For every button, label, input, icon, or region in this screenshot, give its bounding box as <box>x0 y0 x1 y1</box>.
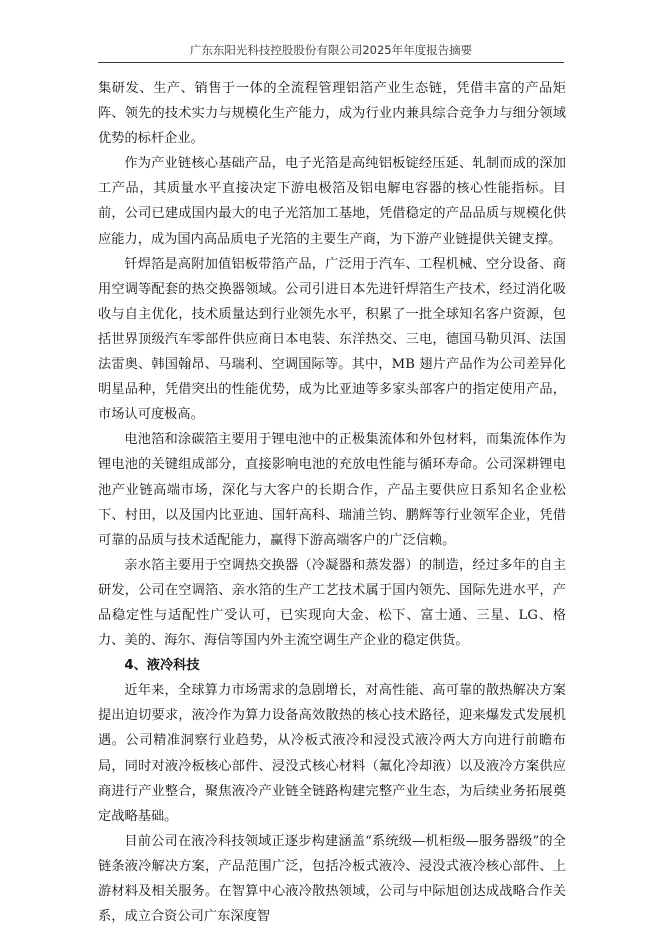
paragraph-liquid-cooling-solutions: 目前公司在液冷科技领域正逐步构建涵盖“系统级—机柜级—服务器级”的全链条液冷解决方案，产品范围广泛，包括冷板式液冷、浸没式液冷核心部件、上游材料及相关服务。在智算中心液冷散热领域，公司与中际旭创达成战略合作关系，成立合资公司广东深度智 <box>98 833 566 925</box>
paragraph-brazing-foil: 钎焊箔是高附加值铝板带箔产品，广泛用于汽车、工程机械、空分设备、商用空调等配套的热交换器领域。公司引进日本先进钎焊箔生产技术，经过消化吸收与自主优化，技术质量达到行业领先水平，积累了一批全球知名客户资源，包括世界顶级汽车零部件供应商日本电装、东洋热交、三电，德国马勒贝洱、法国法雷奥、韩国翰昂、马瑞利、空调国际等。其中，MB 翅片产品作为公司差异化明星品种，凭借突出的性能优势，成为比亚迪等多家头部客户的指定使用产品，市场认可度极高。 <box>98 256 566 423</box>
paragraph-foil-ecosystem: 集研发、生产、销售于一体的全流程管理铝箔产业生态链，凭借丰富的产品矩阵、领先的技术实力与规模化生产能力，成为行业内兼具综合竞争力与细分领域优势的标杆企业。 <box>98 81 566 147</box>
paragraph-electronic-foil: 作为产业链核心基础产品，电子光箔是高纯铝板锭经压延、轧制而成的深加工产品，其质量水平直接决定下游电极箔及铝电解电容器的核心性能指标。目前，公司已建成国内最大的电子光箔加工基地，凭借稳定的产品品质与规模化供应能力，成为国内高品质电子光箔的主要生产商，为下游产业链提供关键支撑。 <box>98 156 566 247</box>
paragraph-battery-foil: 电池箔和涂碳箔主要用于锂电池中的正极集流体和外包材料，而集流体作为锂电池的关键组成部分，直接影响电池的充放电性能与循环寿命。公司深耕锂电池产业链高端市场，深化与大客户的长期合作，产品主要供应日系知名企业松下、村田，以及国内比亚迪、国轩高科、瑞浦兰钧、鹏辉等行业领军企业，凭借可靠的品质与技术适配能力，赢得下游高端客户的广泛信赖。 <box>98 432 566 548</box>
paragraph-hydrophilic-foil: 亲水箔主要用于空调热交换器（冷凝器和蒸发器）的制造，经过多年的自主研发，公司在空调箔、亲水箔的生产工艺技术属于国内领先、国际先进水平，产品稳定性与适配性广受认可，已实现向大金、松下、富士通、三星、LG、格力、美的、海尔、海信等国内外主流空调生产企业的稳定供货。 <box>98 557 566 649</box>
paragraph-liquid-cooling-trend: 近年来，全球算力市场需求的急剧增长，对高性能、高可靠的散热解决方案提出迫切要求，液冷作为算力设备高效散热的核心技术路径，迎来爆发式发展机遇。公司精准洞察行业趋势，从冷板式液冷和浸没式液冷两大方向进行前瞻布局，同时对液冷板核心部件、浸没式核心材料（氟化冷却液）以及液冷方案供应商进行产业整合，聚焦液冷产业链全链路构建完整产业生态，为后续业务拓展奠定战略基础。 <box>98 683 566 824</box>
page-header <box>98 42 564 63</box>
document-body <box>98 76 566 929</box>
report-title: 广东东阳光科技控股股份有限公司2025年年度报告摘要 <box>189 43 473 57</box>
section-heading-liquid-cooling: 4、液冷科技 <box>124 658 200 674</box>
